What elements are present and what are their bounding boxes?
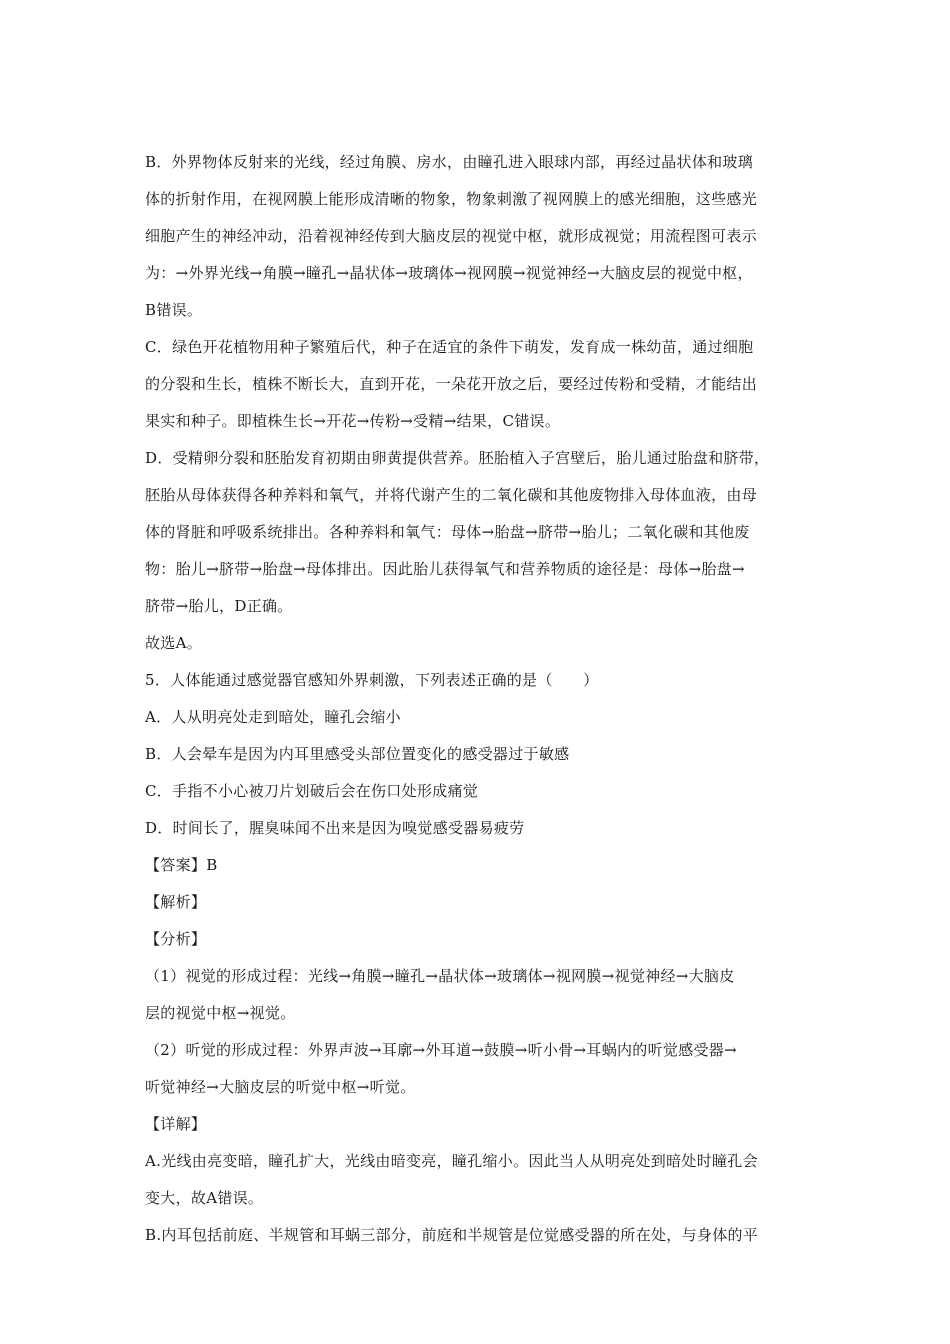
option-c: C．手指不小心被刀片划破后会在伤口处形成痛觉 (145, 782, 479, 800)
option-d: D．时间长了，腥臭味闻不出来是因为嗅觉感受器易疲劳 (145, 819, 525, 837)
text-line: 体的折射作用，在视网膜上能形成清晰的物象，物象刺激了视网膜上的感光细胞，这些感光 (145, 190, 758, 208)
text-body (145, 144, 815, 1254)
analysis-heading: 【解析】 (145, 893, 207, 911)
answer-heading: 【答案】B (145, 856, 218, 874)
text-line: B错误。 (145, 301, 203, 319)
text-line: 的分裂和生长，植株不断长大，直到开花，一朵花开放之后，要经过传粉和受精，才能结出 (145, 375, 758, 393)
option-b: B．人会晕车是因为内耳里感受头部位置变化的感受器过于敏感 (145, 745, 570, 763)
text-line: 变大，故A错误。 (145, 1189, 264, 1207)
text-line: 物：胎儿→脐带→胎盘→母体排出。因此胎儿获得氧气和营养物质的途径是：母体→胎盘→ (145, 560, 745, 578)
text-line: D．受精卵分裂和胚胎发育初期由卵黄提供营养。胚胎植入子宫壁后，胎儿通过胎盘和脐带， (145, 449, 770, 467)
text-line: 细胞产生的神经冲动，沿着视神经传到大脑皮层的视觉中枢，就形成视觉；用流程图可表示 (145, 227, 758, 245)
text-line: 果实和种子。即植株生长→开花→传粉→受精→结果，C错误。 (145, 412, 561, 430)
option-a: A．人从明亮处走到暗处，瞳孔会缩小 (145, 708, 401, 726)
text-line: 胚胎从母体获得各种养料和氧气，并将代谢产生的二氧化碳和其他废物排入母体血液，由母 (145, 486, 758, 504)
detail-heading: 【详解】 (145, 1115, 207, 1133)
text-line: 为：→外界光线→角膜→瞳孔→晶状体→玻璃体→视网膜→视觉神经→大脑皮层的视觉中枢， (145, 264, 753, 282)
text-line: 听觉神经→大脑皮层的听觉中枢→听觉。 (145, 1078, 416, 1096)
text-line: 脐带→胎儿，D正确。 (145, 597, 293, 615)
text-line: 故选A。 (145, 634, 203, 652)
breakdown-heading: 【分析】 (145, 930, 207, 948)
text-line: 层的视觉中枢→视觉。 (145, 1004, 296, 1022)
text-line: B.内耳包括前庭、半规管和耳蜗三部分，前庭和半规管是位觉感受器的所在处，与身体的平 (145, 1226, 759, 1244)
text-line: A.光线由亮变暗，瞳孔扩大，光线由暗变亮，瞳孔缩小。因此当人从明亮处到暗处时瞳孔会 (145, 1152, 758, 1170)
text-line: 体的肾脏和呼吸系统排出。各种养料和氧气：母体→胎盘→脐带→胎儿；二氧化碳和其他废 (145, 523, 750, 541)
text-line: B．外界物体反射来的光线，经过角膜、房水，由瞳孔进入眼球内部，再经过晶状体和玻璃 (145, 153, 754, 171)
text-line: C．绿色开花植物用种子繁殖后代，种子在适宜的条件下萌发，发育成一株幼苗，通过细胞 (145, 338, 754, 356)
question-stem: 5．人体能通过感觉器官感知外界刺激，下列表述正确的是（ ） (145, 671, 599, 689)
text-line: （1）视觉的形成过程：光线→角膜→瞳孔→晶状体→玻璃体→视网膜→视觉神经→大脑皮 (145, 967, 735, 985)
text-line: （2）听觉的形成过程：外界声波→耳廓→外耳道→鼓膜→听小骨→耳蜗内的听觉感受器→ (145, 1041, 737, 1059)
